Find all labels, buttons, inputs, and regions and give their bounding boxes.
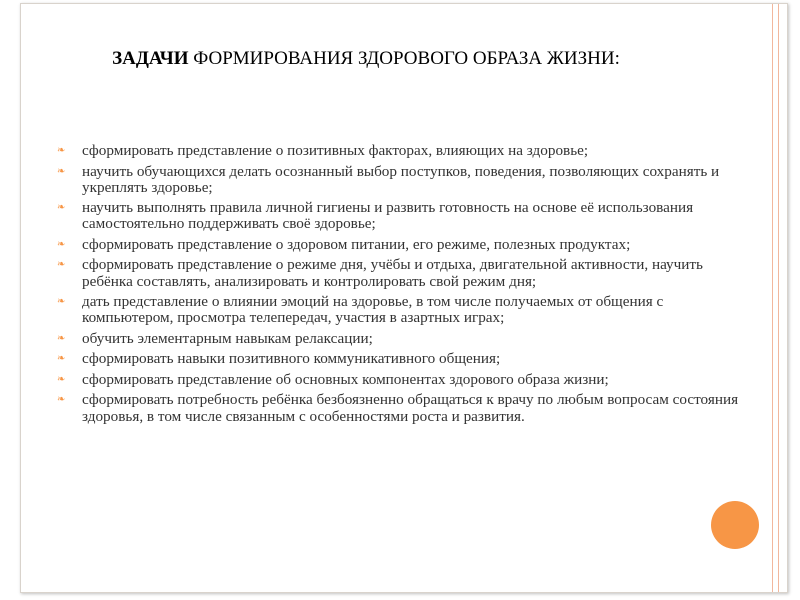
decorative-line (772, 4, 773, 592)
accent-circle (711, 501, 759, 549)
slide-title-bold: ЗАДАЧИ (112, 48, 189, 69)
list-item (57, 351, 757, 367)
bullet-icon: ❧ (57, 296, 66, 308)
bullet-icon: ❧ (57, 238, 66, 250)
list-item (57, 294, 757, 326)
list-item-text: сформировать представление об основных компонентах здорового образа жизни; (82, 370, 609, 388)
bullet-icon: ❧ (57, 373, 66, 385)
list-item-text: сформировать представление о режиме дня, учёбы и отдыха, двигательной активности, научить ребёнка составлять, анализировать и контролировать свой режим дня; (82, 256, 703, 290)
slide-title (21, 48, 711, 70)
bullet-icon: ❧ (57, 165, 66, 177)
decorative-line (778, 4, 779, 592)
list-item (57, 200, 757, 232)
bullet-icon: ❧ (57, 202, 66, 214)
list-item-text: научить обучающихся делать осознанный выбор поступков, поведения, позволяющих сохранять и укреплять здоровье; (82, 162, 720, 196)
list-item-text: научить выполнять правила личной гигиены и развить готовность на основе её использования самостоятельно поддерживать своё здоровье; (82, 199, 694, 233)
list-item-text: сформировать представление о здоровом питании, его режиме, полезных продуктах; (82, 235, 631, 253)
bullet-icon: ❧ (57, 259, 66, 271)
bullet-icon: ❧ (57, 145, 66, 156)
slide-title-rest: ФОРМИРОВАНИЯ ЗДОРОВОГО ОБРАЗА ЖИЗНИ: (188, 48, 620, 69)
list-item (57, 372, 757, 388)
list-item-text: дать представление о влиянии эмоций на здоровье, в том числе получаемых от общения с компьютером, просмотра телепередач, участия в азартных играх; (82, 293, 664, 327)
list-item (57, 331, 757, 347)
list-item-text: сформировать потребность ребёнка безбоязненно обращаться к врачу по любым вопросам состояния здоровья, в том числе связанным с особенностями роста и развития. (82, 391, 739, 425)
task-list (57, 143, 757, 429)
slide (20, 3, 788, 593)
list-item (57, 257, 757, 289)
list-item (57, 143, 757, 159)
bullet-icon: ❧ (57, 332, 66, 344)
list-item (57, 164, 757, 196)
list-item-text: сформировать представление о позитивных факторах, влияющих на здоровье; (82, 142, 589, 159)
list-item (57, 392, 757, 424)
list-item-text: сформировать навыки позитивного коммуникативного общения; (82, 350, 501, 368)
bullet-icon: ❧ (57, 394, 66, 406)
list-item-text: обучить элементарным навыкам релаксации; (82, 329, 373, 347)
list-item (57, 237, 757, 253)
bullet-icon: ❧ (57, 353, 66, 365)
